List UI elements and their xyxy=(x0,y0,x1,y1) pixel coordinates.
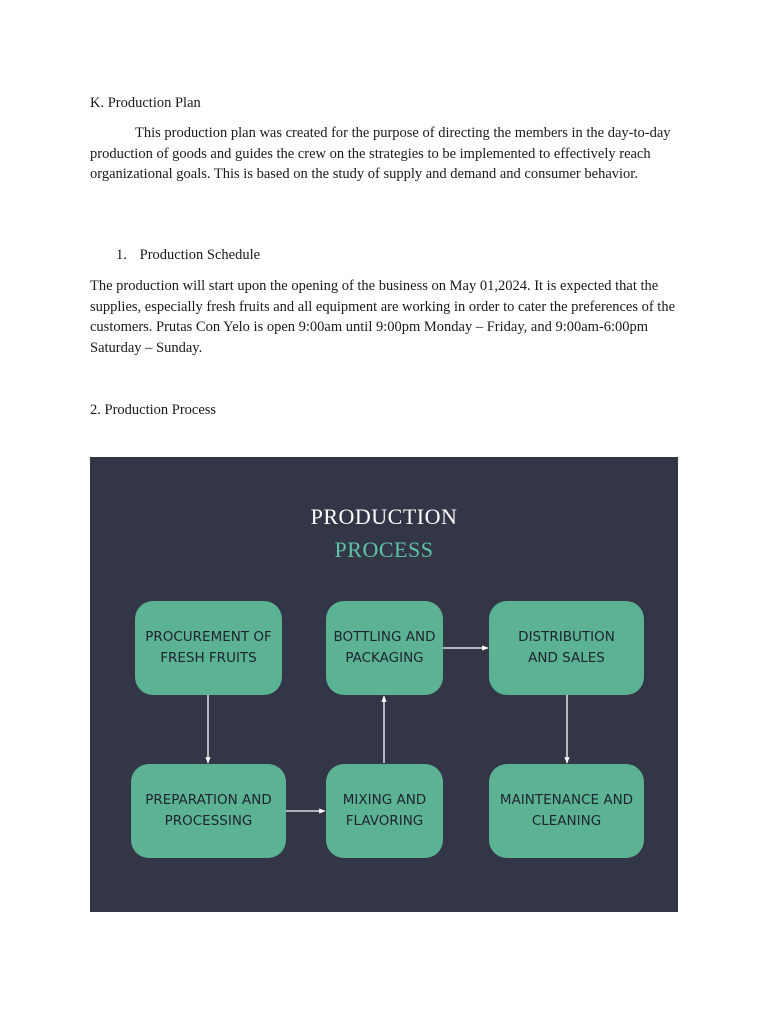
node-distribution-label: DISTRIBUTION AND SALES xyxy=(518,629,615,666)
node-mixing xyxy=(326,764,443,858)
schedule-number: 1. xyxy=(116,247,127,263)
node-bottling-label: BOTTLING AND PACKAGING xyxy=(333,629,436,666)
node-maintenance-label: MAINTENANCE AND CLEANING xyxy=(499,792,634,829)
node-distribution xyxy=(489,601,644,695)
process-heading: 2. Production Process xyxy=(90,402,217,418)
schedule-heading xyxy=(116,245,260,265)
node-maintenance xyxy=(489,764,644,858)
node-procurement xyxy=(135,601,282,695)
schedule-paragraph: The production will start upon the opening of the business on May 01,2024. It is expected that the supplies, especially fresh fruits and all equipment are working in order to cater the preferences of the customers. Prutas Con Yelo is open 9:00am until 9:00pm Monday – Friday, and 9:00am-6:00pm Saturday – Sunday. xyxy=(90,278,676,356)
intro-paragraph: This production plan was created for the purpose of directing the members in the day-to-day production of goods and guides the crew on the strategies to be implemented to effectively reach organizational goals. This is based on the study of supply and demand and consumer behavior. xyxy=(90,125,671,182)
diagram-title-line2: PROCESS xyxy=(334,537,434,562)
node-mixing-label: MIXING AND FLAVORING xyxy=(342,792,427,829)
node-preparation-label: PREPARATION AND PROCESSING xyxy=(145,792,272,829)
node-preparation xyxy=(131,764,286,858)
section-heading: K. Production Plan xyxy=(90,95,201,111)
schedule-heading-text: Production Schedule xyxy=(139,247,261,263)
diagram-title-line1: PRODUCTION xyxy=(310,504,458,529)
node-bottling xyxy=(326,601,443,695)
node-procurement-label: PROCUREMENT OF FRESH FRUITS xyxy=(145,629,272,666)
